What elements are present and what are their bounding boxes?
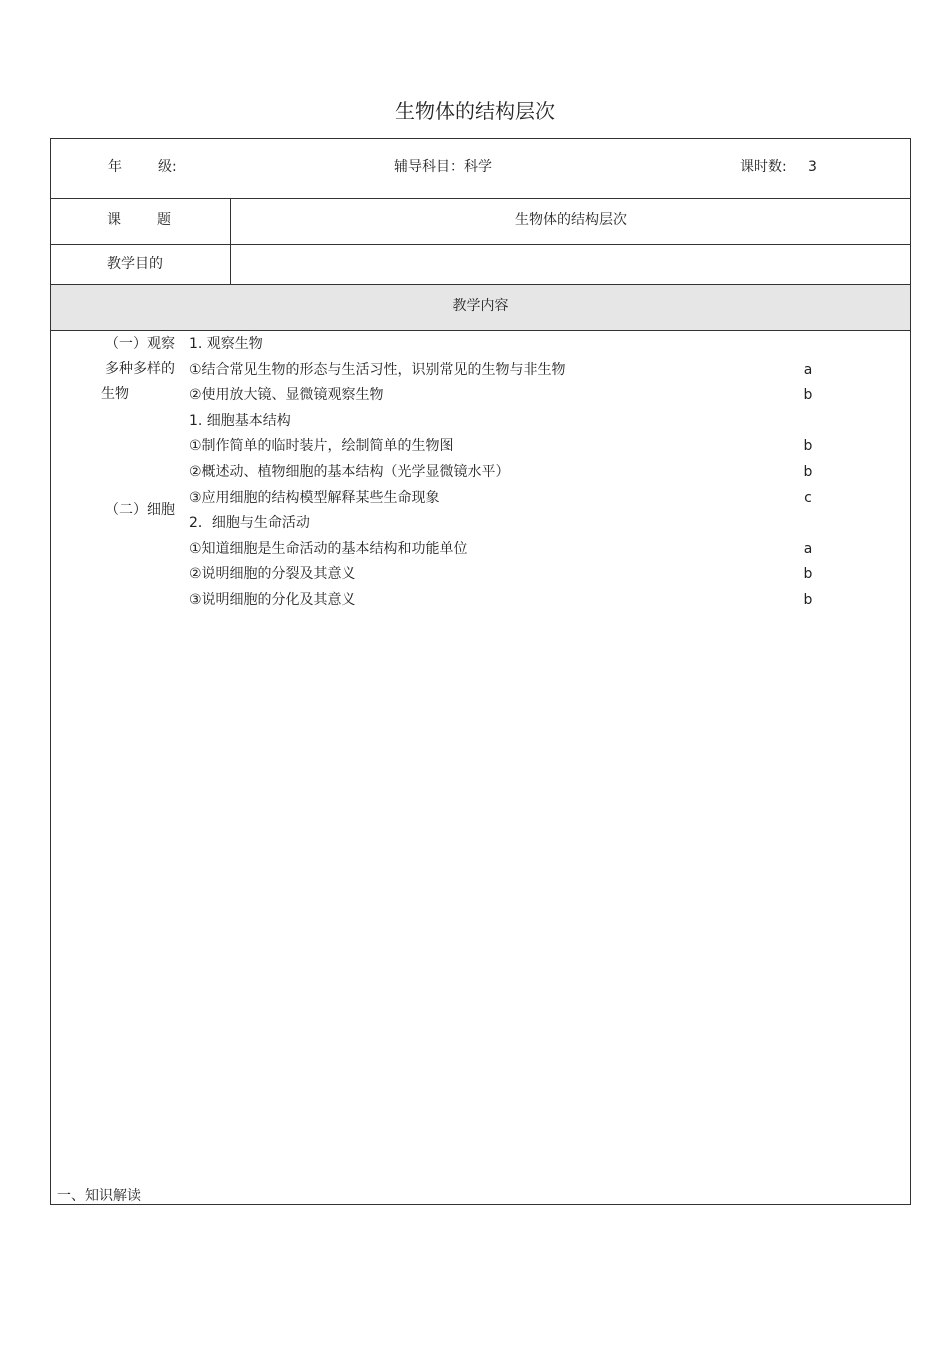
topic-value: 生物体的结构层次 (515, 212, 627, 228)
section-2-row-level: b (803, 464, 813, 480)
divider-objective (51, 284, 910, 285)
section-1-row-level: b (803, 387, 813, 403)
divider-topic (51, 244, 910, 245)
subject-label: 辅导科目：科学 (394, 159, 492, 175)
section-2-row-level: b (803, 438, 813, 454)
section-1-row: ②使用放大镜、显微镜观察生物 (189, 387, 384, 403)
hours-value: 3 (808, 159, 817, 175)
lesson-plan-table (50, 138, 911, 1205)
section-1-category (101, 335, 179, 410)
section-2-row: ②说明细胞的分裂及其意义 (189, 566, 356, 582)
section-2-row: ③说明细胞的分化及其意义 (189, 592, 356, 608)
section-2-row: 1. 细胞基本结构 (189, 413, 291, 429)
section-2-row: 2．细胞与生命活动 (189, 515, 310, 531)
section-2-row-level: a (803, 541, 813, 557)
section-2-category: （二）细胞 (105, 502, 175, 518)
section-2-row: ①知道细胞是生命活动的基本结构和功能单位 (189, 541, 468, 557)
section-1-row-level: a (803, 362, 813, 378)
topic-label-1: 课 (107, 212, 121, 228)
section-2-row-level: b (803, 566, 813, 582)
section-2-row-level: c (804, 490, 812, 506)
section-1-row: ①结合常见生物的形态与生活习性，识别常见的生物与非生物 (189, 362, 566, 378)
section-2-row: ③应用细胞的结构模型解释某些生命现象 (189, 490, 440, 506)
knowledge-section-heading: 一、知识解读 (57, 1188, 141, 1204)
divider-label-column (230, 198, 231, 285)
section-1-row: 1. 观察生物 (189, 336, 263, 352)
section-2-row: ①制作简单的临时装片，绘制简单的生物图 (189, 438, 454, 454)
section-1-category-line: 生物 (101, 386, 129, 402)
section-1-category-line: 多种多样的 (105, 361, 175, 377)
divider-content-header (51, 330, 910, 331)
document-title: 生物体的结构层次 (395, 99, 555, 123)
grade-label-1: 年 (108, 159, 122, 175)
topic-label-2: 题 (157, 212, 171, 228)
section-1-category-line: （一）观察 (105, 336, 175, 352)
objective-label: 教学目的 (107, 256, 163, 272)
hours-label: 课时数: (740, 159, 787, 175)
section-2-row: ②概述动、植物细胞的基本结构（光学显微镜水平） (189, 464, 510, 480)
section-2-row-level: b (803, 592, 813, 608)
divider-header (51, 198, 910, 199)
grade-label-2: 级: (158, 159, 177, 175)
content-header: 教学内容 (452, 298, 509, 314)
